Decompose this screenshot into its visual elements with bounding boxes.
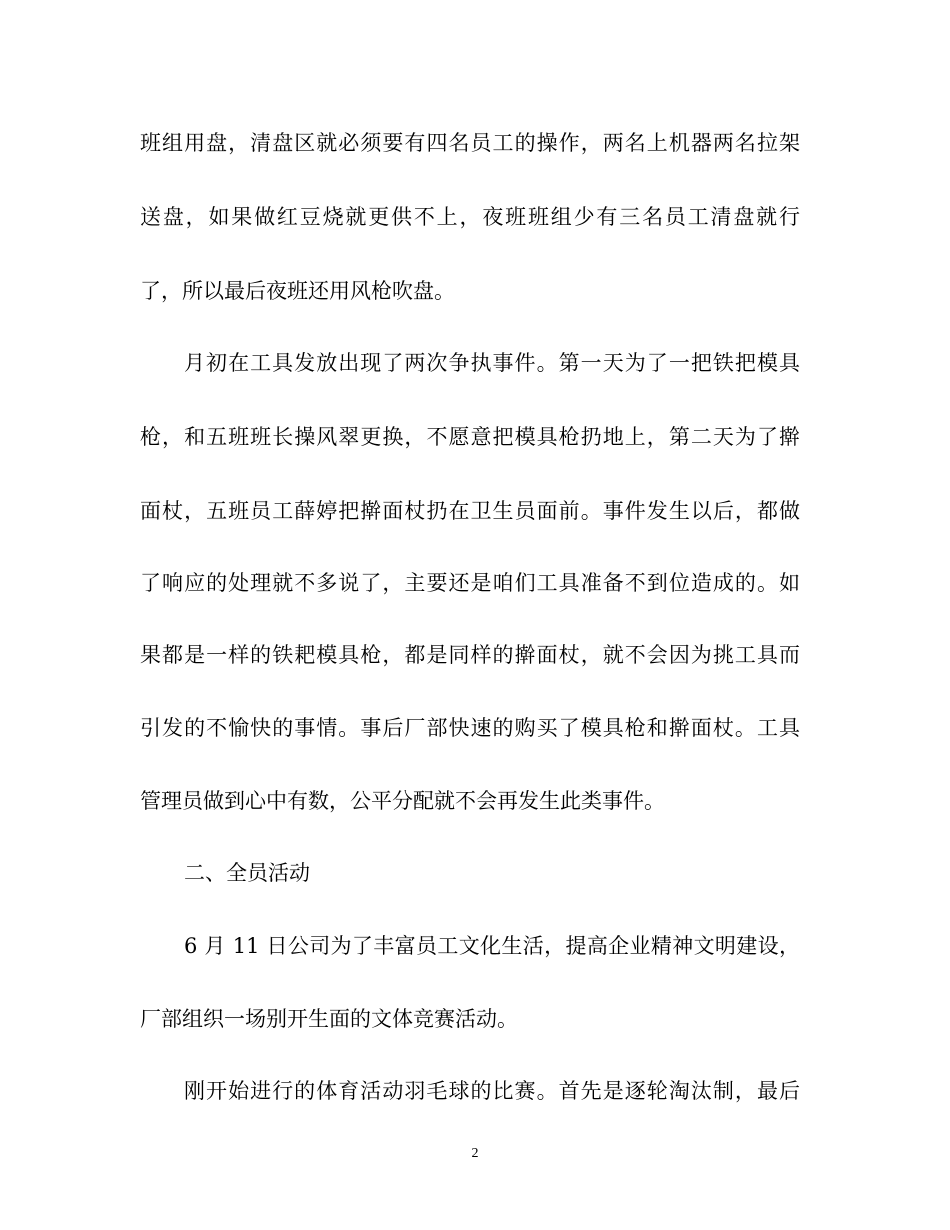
text-line: 刚开始进行的体育活动羽毛球的比赛。首先是逐轮淘汰制，最后 [184, 1079, 800, 1103]
text-line: 枪，和五班班长操风翠更换，不愿意把模具枪扔地上，第二天为了擀 [140, 425, 800, 449]
text-line: 果都是一样的铁耙模具枪，都是同样的擀面杖，就不会因为挑工具而 [140, 643, 800, 667]
text-line: 面杖，五班员工薛婷把擀面杖扔在卫生员面前。事件发生以后，都做 [140, 499, 800, 523]
text-line: 了响应的处理就不多说了，主要还是咱们工具准备不到位造成的。如 [140, 571, 800, 595]
page-number: 2 [471, 1146, 479, 1161]
section-heading: 二、全员活动 [184, 861, 310, 885]
text-line: 了，所以最后夜班还用风枪吹盘。 [140, 279, 455, 303]
text-line: 班组用盘，清盘区就必须要有四名员工的操作，两名上机器两名拉架 [140, 131, 800, 155]
text-line: 送盘，如果做红豆烧就更供不上，夜班班组少有三名员工清盘就行 [140, 205, 800, 229]
text-line: 引发的不愉快的事情。事后厂部快速的购买了模具枪和擀面杖。工具 [140, 716, 800, 740]
text-line: 管理员做到心中有数，公平分配就不会再发生此类事件。 [140, 789, 665, 813]
text-line: 月初在工具发放出现了两次争执事件。第一天为了一把铁把模具 [184, 351, 800, 375]
text-line: 6 月 11 日公司为了丰富员工文化生活，提高企业精神文明建设， [184, 934, 800, 958]
text-line: 厂部组织一场别开生面的文体竞赛活动。 [140, 1007, 518, 1031]
